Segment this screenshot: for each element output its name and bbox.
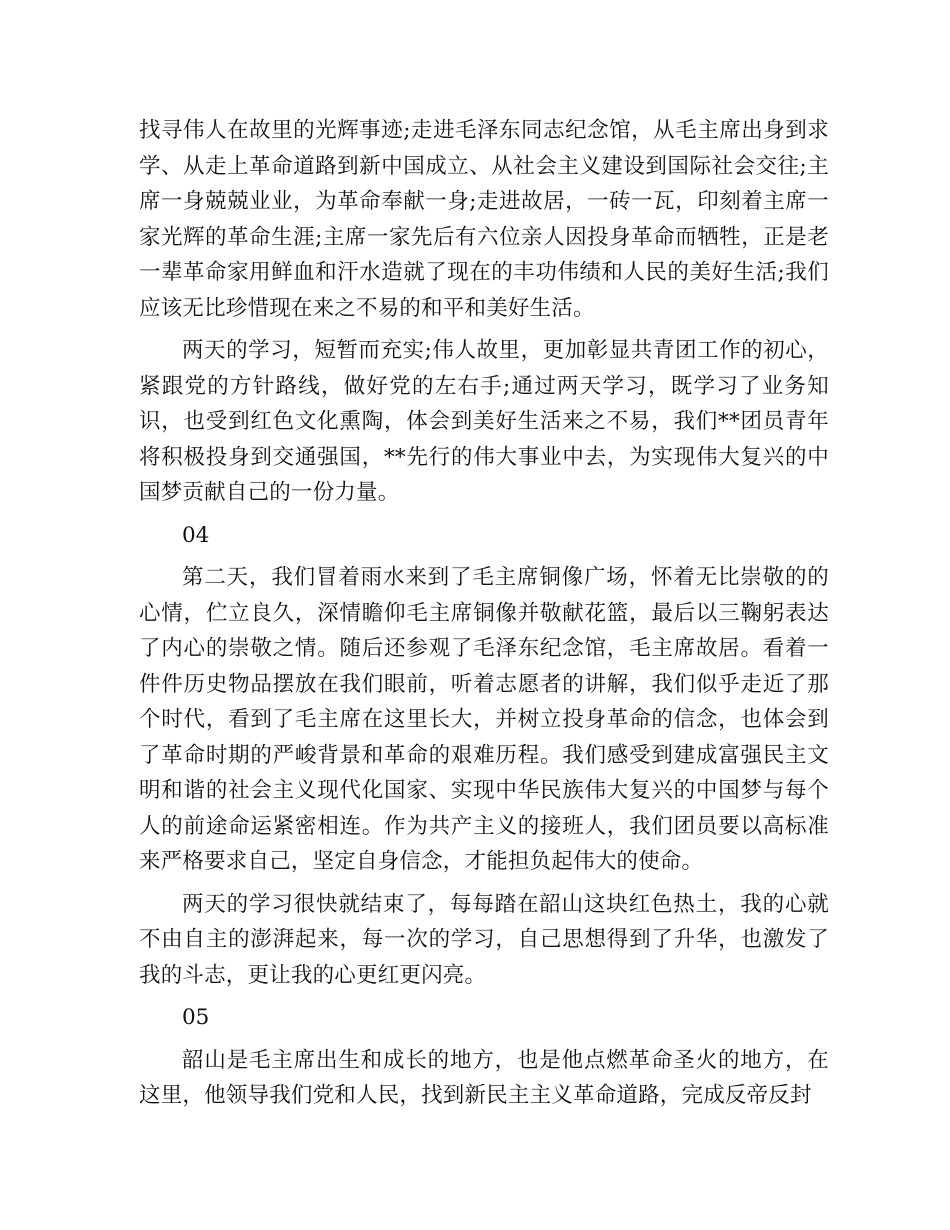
paragraph-4: 两天的学习很快就结束了，每每踏在韶山这块红色热土，我的心就不由自主的澎湃起来，每一次的学习，自己思想得到了升华，也激发了我的斗志，更让我的心更红更闪亮。 [139, 891, 829, 988]
paragraph-1: 找寻伟人在故里的光辉事迹;走进毛泽东同志纪念馆，从毛主席出身到求学、从走上革命道路到新中国成立、从社会主义建设到国际社会交往;主席一身兢兢业业，为革命奉献一身;走进故居，一砖一瓦，印刻着主席一家光辉的革命生涯;主席一家先后有六位亲人因投身革命而牺牲，正是老一辈革命家用鲜血和汗水造就了现在的丰功伟绩和人民的美好生活;我们应该无比珍惜现在来之不易的和平和美好生活。 [139, 118, 829, 321]
paragraph-3: 第二天，我们冒着雨水来到了毛主席铜像广场，怀着无比崇敬的的心情，伫立良久，深情瞻仰毛主席铜像并敬献花篮，最后以三鞠躬表达了内心的崇敬之情。随后还参观了毛泽东纪念馆，毛主席故居。看着一件件历史物品摆放在我们眼前，听着志愿者的讲解，我们似乎走近了那个时代，看到了毛主席在这里长大，并树立投身革命的信念，也体会到了革命时期的严峻背景和革命的艰难历程。我们感受到建成富强民主文明和谐的社会主义现代化国家、实现中华民族伟大复兴的中国梦与每个人的前途命运紧密相连。作为共产主义的接班人，我们团员要以高标准来严格要求自己，坚定自身信念，才能担负起伟大的使命。 [139, 565, 829, 874]
section-number-05: 05 [182, 1005, 210, 1030]
paragraph-2: 两天的学习，短暂而充实;伟人故里，更加彰显共青团工作的初心，紧跟党的方针路线，做好党的左右手;通过两天学习，既学习了业务知识，也受到红色文化熏陶，体会到美好生活来之不易，我们**团员青年将积极投身到交通强国，**先行的伟大事业中去，为实现伟大复兴的中国梦贡献自己的一份力量。 [139, 338, 829, 505]
document-body [139, 113, 829, 1121]
section-number-04: 04 [182, 522, 210, 548]
paragraph-5: 韶山是毛主席出生和成长的地方，也是他点燃革命圣火的地方，在这里，他领导我们党和人民，找到新民主主义革命道路，完成反帝反封 [139, 1047, 829, 1108]
